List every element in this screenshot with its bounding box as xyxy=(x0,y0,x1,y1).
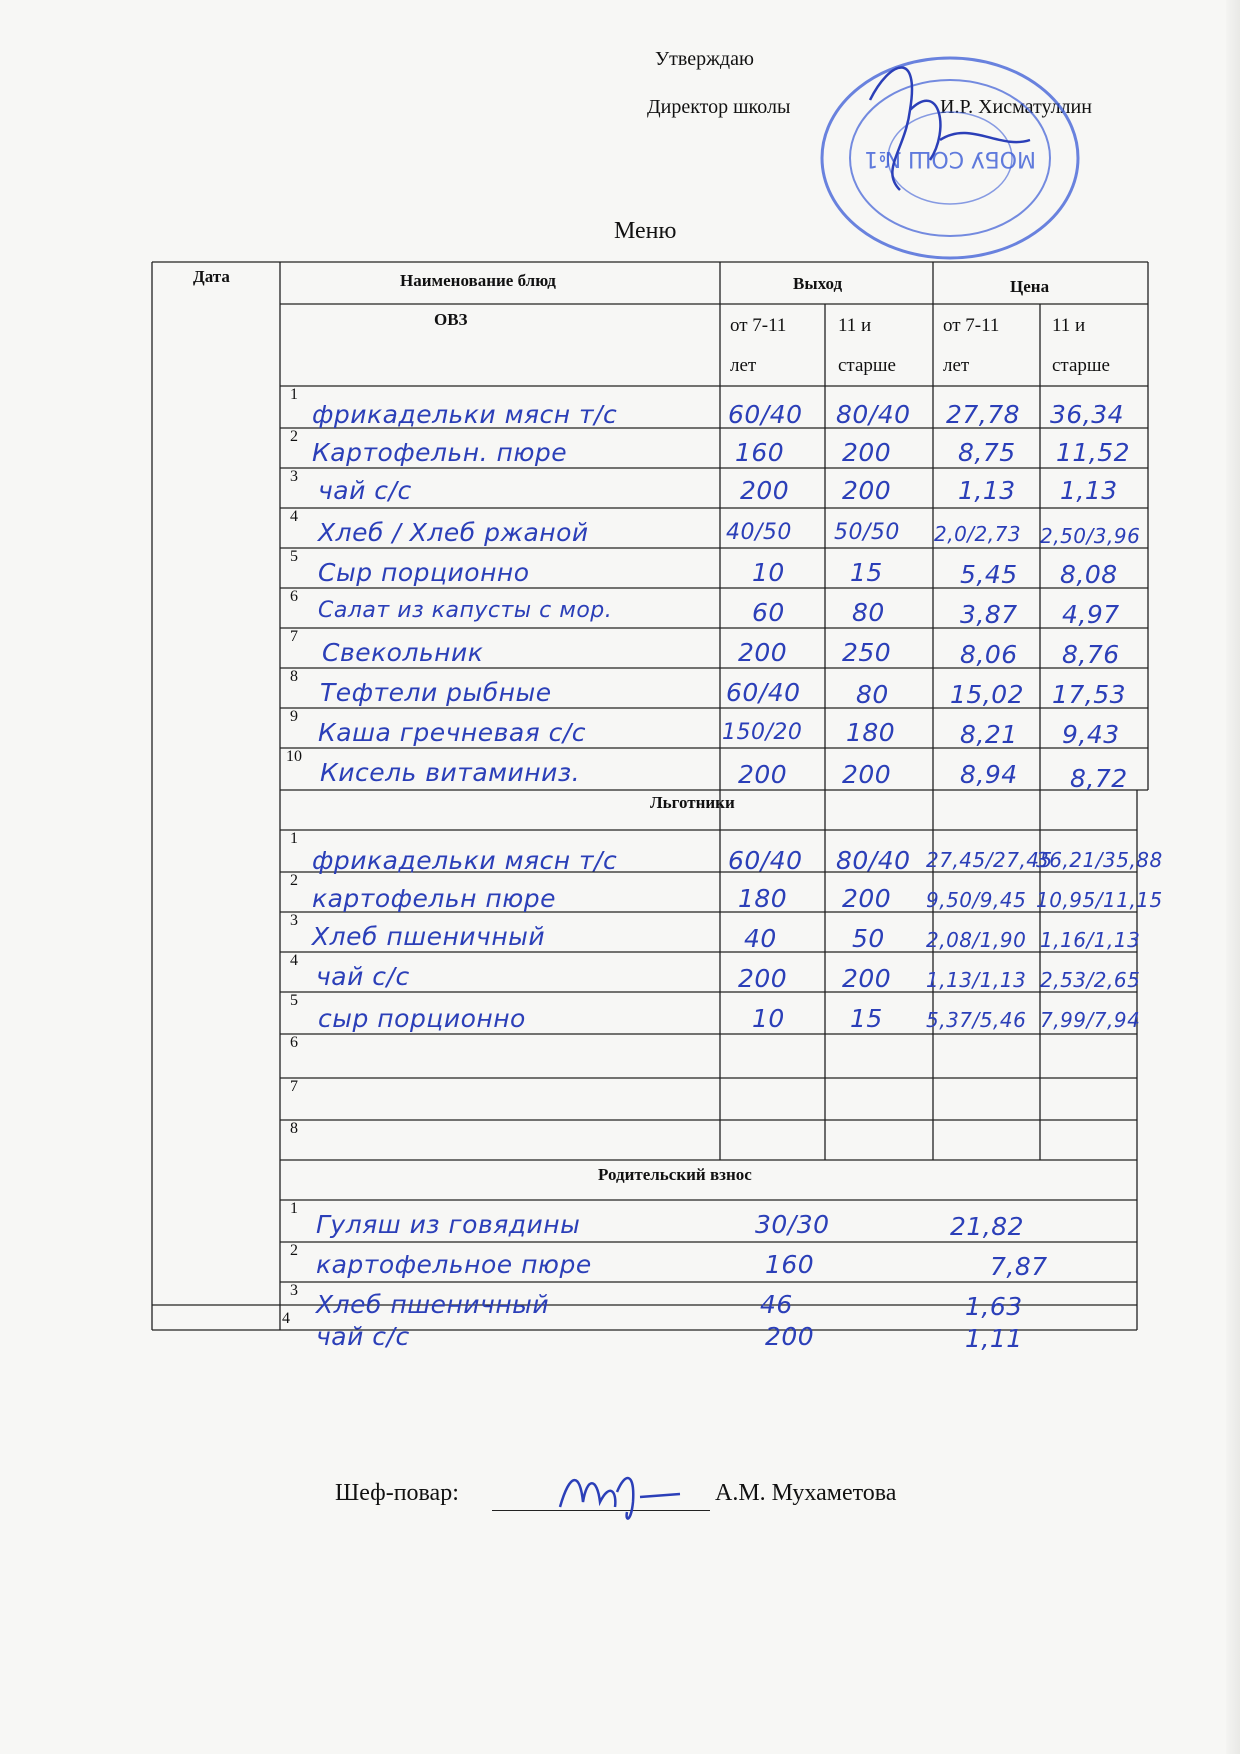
director-name: И.Р. Хисматуллин xyxy=(940,96,1092,118)
output-old-label-2: старше xyxy=(838,355,896,376)
dish-name: чай с/с xyxy=(316,962,410,991)
price-old-label-2: старше xyxy=(1052,355,1110,376)
row-number: 1 xyxy=(290,1200,298,1217)
price-old: 36,34 xyxy=(1050,400,1125,429)
dish-name: фрикадельки мясн т/с xyxy=(312,400,618,429)
price-young: 8,21 xyxy=(960,720,1018,749)
output-young: 40/50 xyxy=(726,520,792,545)
dish-name: сыр порционно xyxy=(318,1004,526,1033)
price-old: 11,52 xyxy=(1056,438,1131,467)
header-price: Цена xyxy=(1010,277,1050,296)
price-young-label: от 7-11 xyxy=(943,315,1000,336)
row-number: 4 xyxy=(290,952,298,969)
output-young: 150/20 xyxy=(722,720,803,745)
output-old: 200 xyxy=(842,760,892,789)
price-old: 2,50/3,96 xyxy=(1040,524,1141,548)
dish-name: Свекольник xyxy=(322,638,484,667)
output-old: 200 xyxy=(842,884,892,913)
dish-name: Сыр порционно xyxy=(318,558,530,587)
output-young: 10 xyxy=(752,558,785,587)
price-young: 27,45/27,45 xyxy=(926,848,1053,872)
price-old: 7,99/7,94 xyxy=(1040,1008,1141,1032)
dish-name: чай с/с xyxy=(318,476,412,505)
output-old: 200 xyxy=(842,964,892,993)
row-number: 8 xyxy=(290,668,298,685)
output-young: 10 xyxy=(752,1004,785,1033)
row-number: 6 xyxy=(290,1034,298,1051)
price-old: 1,13 xyxy=(1060,476,1118,505)
price: 7,87 xyxy=(990,1252,1048,1281)
section-lgotniki: Льготники xyxy=(650,793,735,812)
header-dish: Наименование блюд xyxy=(400,271,556,290)
output-young: 60/40 xyxy=(728,400,803,429)
price-young-label-2: лет xyxy=(943,355,970,376)
dish-name: Картофельн. пюре xyxy=(312,438,568,467)
output-young: 200 xyxy=(738,760,788,789)
row-number: 1 xyxy=(290,830,298,847)
row-number: 9 xyxy=(290,708,298,725)
price-old: 8,72 xyxy=(1070,764,1128,793)
director-label: Директор школы xyxy=(647,96,791,118)
output-old: 250 xyxy=(842,638,892,667)
output-old: 80 xyxy=(852,598,885,627)
row-number: 4 xyxy=(290,508,298,525)
output-young: 60 xyxy=(752,598,785,627)
row-number: 7 xyxy=(290,1078,298,1095)
output-young: 200 xyxy=(738,638,788,667)
output: 46 xyxy=(760,1290,793,1319)
page-title: Меню xyxy=(614,218,677,244)
row-number: 3 xyxy=(290,468,298,485)
dish-name: Хлеб пшеничный xyxy=(316,1290,550,1319)
dish-name: Тефтели рыбные xyxy=(320,678,552,707)
row-number: 3 xyxy=(290,912,298,929)
row-number: 2 xyxy=(290,1242,298,1259)
price-old: 8,76 xyxy=(1062,640,1120,669)
output: 30/30 xyxy=(755,1210,830,1239)
output-young: 200 xyxy=(738,964,788,993)
seal-text: МОБУ СОШ №1 xyxy=(864,146,1036,171)
dish-name: фрикадельки мясн т/с xyxy=(312,846,618,875)
price-young: 2,08/1,90 xyxy=(926,928,1027,952)
price-young: 8,94 xyxy=(960,760,1018,789)
approve-label: Утверждаю xyxy=(655,48,754,70)
output-young: 60/40 xyxy=(728,846,803,875)
dish-name: Каша гречневая с/с xyxy=(318,718,587,747)
price-young: 8,06 xyxy=(960,640,1018,669)
price: 21,82 xyxy=(950,1212,1025,1241)
output-young: 60/40 xyxy=(726,678,801,707)
row-number: 7 xyxy=(290,628,298,645)
price-young: 2,0/2,73 xyxy=(934,522,1022,546)
dish-name: Хлеб / Хлеб ржаной xyxy=(318,518,589,547)
output-young: 40 xyxy=(744,924,777,953)
output-old: 200 xyxy=(842,438,892,467)
header-date: Дата xyxy=(193,267,230,286)
output-old: 180 xyxy=(846,718,896,747)
row-number: 5 xyxy=(290,548,298,565)
row-number: 2 xyxy=(290,872,298,889)
output-old: 15 xyxy=(850,1004,883,1033)
output-old: 80/40 xyxy=(836,846,911,875)
price-old: 8,08 xyxy=(1060,560,1118,589)
output-young: 160 xyxy=(735,438,785,467)
output-young: 180 xyxy=(738,884,788,913)
price-old: 36,21/35,88 xyxy=(1036,848,1163,872)
price: 1,11 xyxy=(965,1324,1023,1353)
row-number: 3 xyxy=(290,1282,298,1299)
header-output: Выход xyxy=(793,274,843,293)
dish-name: чай с/с xyxy=(316,1322,410,1351)
price-young: 8,75 xyxy=(958,438,1016,467)
section-ovz: ОВЗ xyxy=(434,310,468,329)
row-number: 10 xyxy=(286,748,302,765)
row-number: 2 xyxy=(290,428,298,445)
chef-signature xyxy=(555,1462,685,1532)
price: 1,63 xyxy=(965,1292,1023,1321)
dish-name: Кисель витаминиз. xyxy=(320,758,581,787)
price-young: 27,78 xyxy=(946,400,1021,429)
dish-name: картофельное пюре xyxy=(316,1250,592,1279)
price-young: 15,02 xyxy=(950,680,1025,709)
price-young: 1,13/1,13 xyxy=(926,968,1027,992)
output-young-label: от 7-11 xyxy=(730,315,787,336)
row-number: 4 xyxy=(282,1310,290,1327)
chef-label: Шеф-повар: xyxy=(335,1480,459,1506)
price-old: 4,97 xyxy=(1062,600,1120,629)
price-young: 9,50/9,45 xyxy=(926,888,1027,912)
price-young: 1,13 xyxy=(958,476,1016,505)
price-young: 5,45 xyxy=(960,560,1018,589)
row-number: 1 xyxy=(290,386,298,403)
price-old: 2,53/2,65 xyxy=(1040,968,1141,992)
chef-name: А.М. Мухаметова xyxy=(715,1480,897,1506)
row-number: 6 xyxy=(290,588,298,605)
output-old: 200 xyxy=(842,476,892,505)
output-old: 50 xyxy=(852,924,885,953)
price-old-label: 11 и xyxy=(1052,315,1086,336)
price-old: 17,53 xyxy=(1052,680,1127,709)
output-old: 15 xyxy=(850,558,883,587)
output-old-label: 11 и xyxy=(838,315,872,336)
output-young-label-2: лет xyxy=(730,355,757,376)
dish-name: картофельн пюре xyxy=(312,884,557,913)
section-parent-fee: Родительский взнос xyxy=(598,1165,752,1184)
price-old: 9,43 xyxy=(1062,720,1120,749)
row-number: 8 xyxy=(290,1120,298,1137)
price-old: 1,16/1,13 xyxy=(1040,928,1141,952)
dish-name: Гуляш из говядины xyxy=(316,1210,581,1239)
output: 160 xyxy=(765,1250,815,1279)
output-old: 50/50 xyxy=(834,520,900,545)
price-young: 5,37/5,46 xyxy=(926,1008,1027,1032)
price-old: 10,95/11,15 xyxy=(1036,888,1163,912)
output-old: 80 xyxy=(856,680,889,709)
output-young: 200 xyxy=(740,476,790,505)
dish-name: Хлеб пшеничный xyxy=(312,922,546,951)
row-number: 5 xyxy=(290,992,298,1009)
dish-name: Салат из капусты с мор. xyxy=(318,598,613,623)
output-old: 80/40 xyxy=(836,400,911,429)
output: 200 xyxy=(765,1322,815,1351)
price-young: 3,87 xyxy=(960,600,1018,629)
